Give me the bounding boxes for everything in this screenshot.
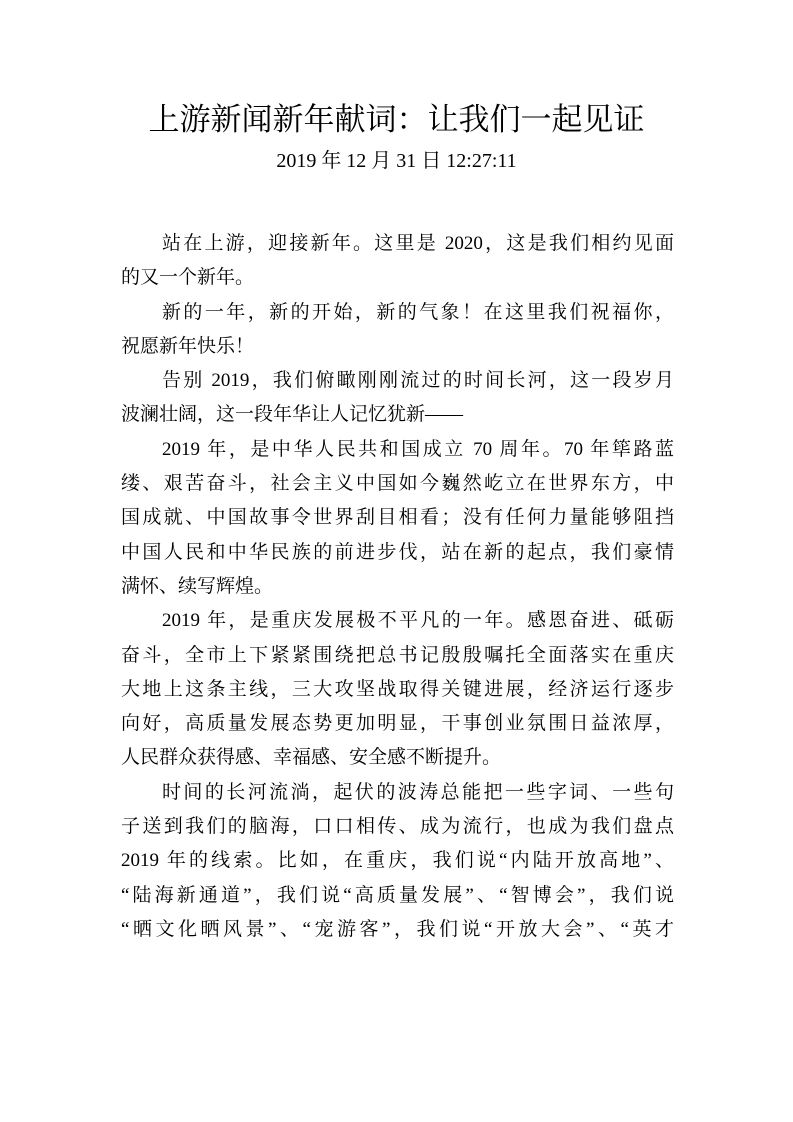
text-line: 中国人民和中华民族的前进步伐，站在新的起点，我们豪情: [121, 541, 674, 563]
text-line: “陆海新通道”，我们说“高质量发展”、“智博会”，我们说: [121, 884, 674, 906]
paragraph-6: [121, 776, 674, 947]
text-line: 2019 年的线索。比如，在重庆，我们说“内陆开放高地”、: [121, 850, 674, 872]
text-line: 波澜壮阔，这一段年华让人记忆犹新——: [121, 404, 464, 426]
paragraph-2: [121, 296, 674, 365]
text-line: 人民群众获得感、幸福感、安全感不断提升。: [121, 747, 502, 769]
publish-date: 2019 年 12 月 31 日 12:27:11: [276, 150, 517, 172]
article-body: [121, 227, 674, 947]
page-title: 上游新闻新年献词：让我们一起见证: [148, 102, 645, 137]
text-line: 站在上游，迎接新年。这里是 2020，这是我们相约见面: [162, 233, 674, 254]
text-line: 告别 2019，我们俯瞰刚刚流过的时间长河，这一段岁月: [162, 370, 674, 392]
text-line: 向好，高质量发展态势更加明显，干事创业氛围日益浓厚，: [121, 713, 674, 735]
text-line: 祝愿新年快乐！: [121, 335, 255, 357]
paragraph-5: [121, 604, 674, 775]
paragraph-3: [121, 364, 674, 433]
text-line: 奋斗，全市上下紧紧围绕把总书记殷殷嘱托全面落实在重庆: [121, 644, 674, 666]
text-line: 大地上这条主线，三大攻坚战取得关键进展，经济运行逐步: [121, 678, 674, 700]
text-line: 2019 年，是中华人民共和国成立 70 周年。70 年筚路蓝: [162, 438, 674, 460]
text-line: 2019 年，是重庆发展极不平凡的一年。感恩奋进、砥砺: [162, 610, 674, 632]
text-line: 缕、艰苦奋斗，社会主义中国如今巍然屹立在世界东方，中: [121, 473, 674, 495]
text-line: 子送到我们的脑海，口口相传、成为流行，也成为我们盘点: [121, 816, 674, 838]
text-line: 时间的长河流淌，起伏的波涛总能把一些字词、一些句: [162, 781, 674, 803]
text-line: 的又一个新年。: [121, 267, 255, 289]
text-line: 满怀、续写辉煌。: [121, 575, 274, 597]
paragraph-1: [121, 227, 674, 296]
text-line: 国成就、中国故事令世界刮目相看；没有任何力量能够阻挡: [121, 507, 674, 529]
paragraph-4: [121, 433, 674, 604]
text-line: 新的一年，新的开始，新的气象！在这里我们祝福你，: [162, 301, 674, 323]
text-line: “晒文化晒风景”、“宠游客”，我们说“开放大会”、“英才: [121, 918, 674, 940]
